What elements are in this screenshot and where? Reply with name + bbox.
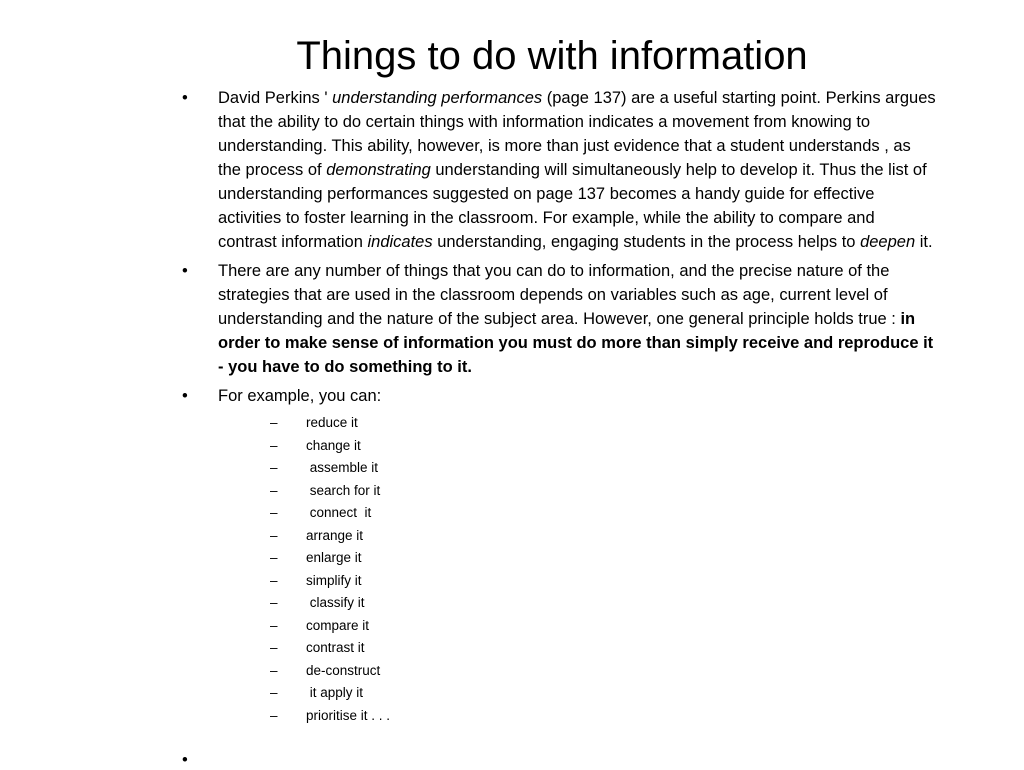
- bullet-text: [218, 262, 933, 376]
- sub-list-item-label: compare it: [306, 617, 370, 633]
- dash-icon: –: [270, 460, 278, 475]
- sub-list-item: [218, 592, 936, 615]
- empty-bullet-icon: •: [182, 751, 188, 769]
- bullet-text: [218, 387, 381, 405]
- sub-list-item-label: simplify it: [306, 572, 362, 588]
- sub-list-item-label: enlarge it: [306, 550, 362, 565]
- dash-icon: –: [270, 527, 278, 543]
- sub-list-item-label: search for it: [306, 482, 381, 498]
- bullet-text-segment: For example, you can:: [218, 387, 382, 405]
- sub-list-item: [218, 525, 936, 548]
- dash-icon: –: [270, 437, 278, 453]
- dash-icon: –: [270, 685, 278, 700]
- bullet-text: [218, 89, 936, 251]
- bullet-icon: •: [182, 89, 188, 107]
- sub-list-item: [218, 457, 936, 480]
- dash-icon: –: [270, 595, 278, 610]
- sub-list-item-label: assemble it: [306, 460, 379, 475]
- bullet-text-segment: (page 137) are a useful starting point. Perkins argues that the ability to do certain things with information indicates a movement from knowing to understanding. This ability, however, is more than just evidence that a student understands , as the process of: [218, 89, 936, 179]
- slide-content: [176, 86, 936, 732]
- dash-icon: –: [270, 662, 278, 678]
- bullet-text-segment: There are any number of things that you can do to information, and the precise nature of the strategies that are used in the classroom depends on variables such as age, current level of understanding and the nature of the subject area. However, one general principle holds true :: [218, 262, 901, 328]
- bullet-text-segment: understanding will simultaneously help to develop it. Thus the list of understanding performances suggested on page 137 becomes a handy guide for effective activities to foster learning in the classroom. For example, while the ability to compare and contrast information: [218, 161, 927, 251]
- bullet-text-segment: David Perkins ': [218, 89, 333, 107]
- sub-list-item: [218, 435, 936, 458]
- bullet-item: [176, 384, 936, 727]
- sub-list-item: [218, 480, 936, 503]
- sub-list-item: [218, 502, 936, 525]
- bullet-text-segment: demonstrating: [326, 161, 431, 179]
- dash-icon: –: [270, 572, 278, 588]
- dash-icon: –: [270, 505, 278, 520]
- dash-icon: –: [270, 415, 278, 430]
- bullet-text-segment: deepen: [860, 233, 916, 251]
- sub-list-item-label: connect it: [306, 505, 372, 520]
- bullet-item: [176, 86, 936, 254]
- bullet-text-segment: understanding performances: [332, 89, 543, 107]
- dash-icon: –: [270, 550, 278, 565]
- sub-list-item: [218, 547, 936, 570]
- bullet-text-segment: in order to make sense of information you must do more than simply receive and reproduce it - you have to do something to it.: [218, 310, 934, 376]
- sub-list-item-label: classify it: [306, 595, 365, 610]
- sub-list-item-label: change it: [306, 437, 361, 453]
- sub-list-item: [218, 637, 936, 660]
- sub-list-item-label: it apply it: [306, 685, 364, 700]
- sub-list-item: [218, 705, 936, 728]
- sub-list-item-label: contrast it: [306, 640, 365, 655]
- sub-list-item: [218, 570, 936, 593]
- sub-list-item: [218, 682, 936, 705]
- dash-icon: –: [270, 617, 278, 633]
- dash-icon: –: [270, 482, 278, 498]
- bullet-text-segment: it.: [915, 233, 933, 251]
- sub-list-item: [218, 660, 936, 683]
- slide-title: Things to do with information: [296, 34, 808, 78]
- bullet-text-segment: indicates: [367, 233, 433, 251]
- bullet-text-segment: understanding, engaging students in the process helps to: [432, 233, 861, 251]
- dash-icon: –: [270, 640, 278, 655]
- bullet-icon: •: [182, 262, 188, 280]
- sub-list-item-label: reduce it: [306, 415, 358, 430]
- sub-list-item-label: arrange it: [306, 527, 364, 543]
- sub-list-item-label: de-construct: [306, 662, 381, 678]
- bullet-icon: •: [182, 387, 188, 405]
- sub-list-item: [218, 412, 936, 435]
- sub-list: [218, 412, 936, 727]
- dash-icon: –: [270, 707, 278, 723]
- bullet-item: [176, 259, 936, 379]
- sub-list-item-label: prioritise it . . .: [306, 707, 391, 723]
- sub-list-item: [218, 615, 936, 638]
